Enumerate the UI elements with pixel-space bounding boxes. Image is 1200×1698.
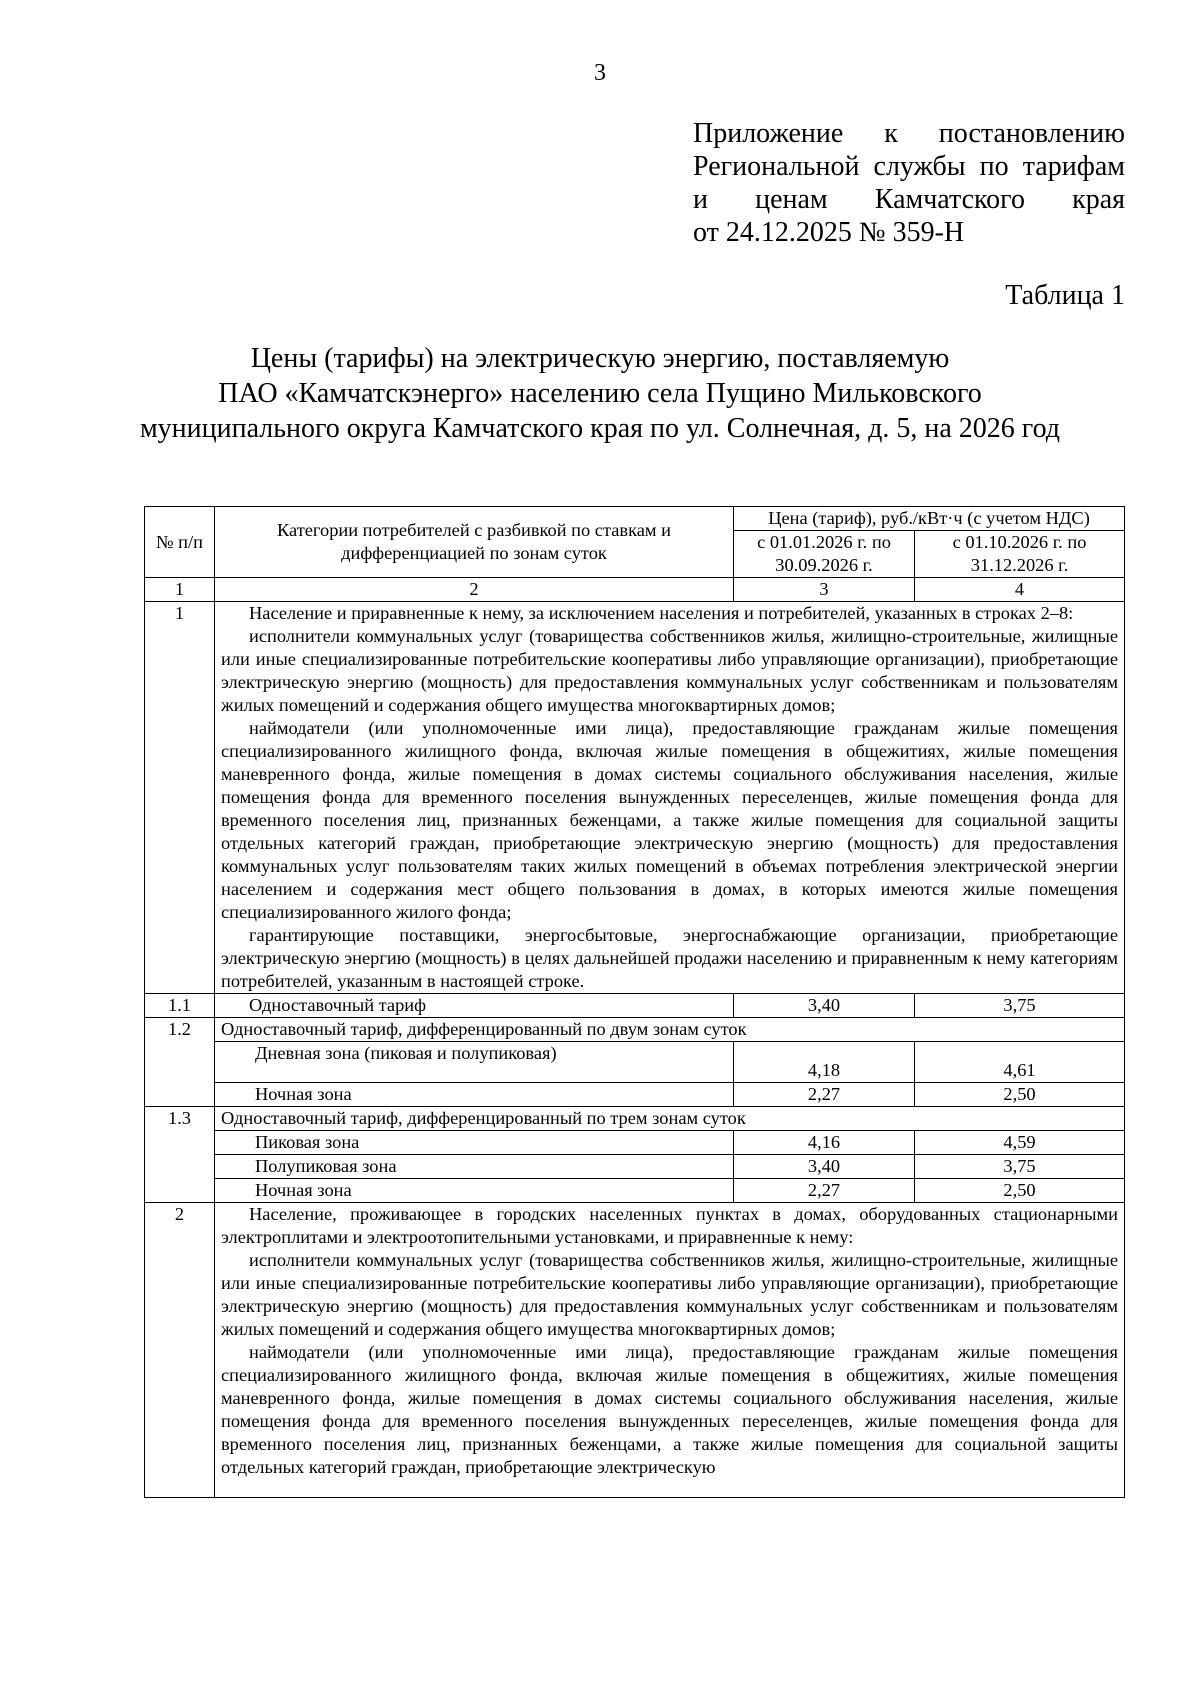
zone-label: Ночная зона <box>215 1179 734 1203</box>
tariff-value: 4,59 <box>915 1131 1125 1155</box>
tariff-value: 3,40 <box>734 1155 915 1179</box>
row-category-text <box>215 1203 1125 1498</box>
table-row <box>145 1155 1125 1179</box>
row-label: Одноставочный тариф, дифференцированный по двум зонам суток <box>215 1018 1125 1042</box>
col-number: 3 <box>734 578 915 602</box>
table-row <box>145 1131 1125 1155</box>
appendix-line: Приложение к постановлению <box>693 118 1125 149</box>
row-paragraph: гарантирующие поставщики, энергосбытовые, энергоснабжающие организации, приобретающие электрическую энергию (мощность) в целях дальнейшей продажи населению и приравненным к нему категориям потребителей, указанным в настоящей строке. <box>221 925 1119 991</box>
tariff-value: 2,50 <box>915 1179 1125 1203</box>
row-category-text <box>215 602 1125 994</box>
tariff-value: 4,18 <box>734 1042 915 1083</box>
table-row <box>145 1107 1125 1131</box>
header-price: Цена (тариф), руб./кВт·ч (с учетом НДС) <box>734 507 1125 531</box>
zone-label: Дневная зона (пиковая и полупиковая) <box>215 1042 734 1083</box>
title-line: Цены (тарифы) на электрическую энергию, поставляемую <box>250 343 950 374</box>
row-paragraph: исполнители коммунальных услуг (товарищества собственников жилья, жилищно-строительные, жилищные или иные специализированные потребительские кооперативы либо управляющие организации), приобретающие электрическую энергию (мощность) для предоставления коммунальных услуг собственникам и пользователям жилых помещений и содержания общего имущества многоквартирных домов; <box>221 626 1119 715</box>
row-paragraph: наймодатели (или уполномоченные ими лица), предоставляющие гражданам жилые помещения специализированного жилищного фонда, включая жилые помещения в общежитиях, жилые помещения маневренного фонда, жилые помещения в домах системы социального обслуживания населения, жилые помещения фонда для временного поселения вынужденных переселенцев, жилые помещения фонда для временного поселения лиц, признанных беженцами, а также жилые помещения для социальной защиты отдельных категорий граждан, приобретающие электрическую энергию (мощность) для предоставления коммунальных услуг пользователям таких жилых помещений в объемах потребления электрической энергии населением и содержания мест общего пользования в домах, в которых имеются жилые помещения специализированного жилого фонда; <box>221 718 1119 922</box>
row-text-clip <box>221 1203 1118 1497</box>
column-number-row <box>145 578 1125 602</box>
appendix-line: Региональной службы по тарифам <box>693 151 1125 182</box>
table-header-row <box>145 507 1125 531</box>
tariff-value: 3,40 <box>734 994 915 1018</box>
table-row <box>145 1042 1125 1083</box>
table-row <box>145 994 1125 1018</box>
table-row <box>145 1203 1125 1498</box>
row-label: Одноставочный тариф, дифференцированный по трем зонам суток <box>215 1107 1125 1131</box>
row-num: 1.3 <box>145 1107 215 1203</box>
zone-label: Полупиковая зона <box>215 1155 734 1179</box>
tariff-value: 2,27 <box>734 1179 915 1203</box>
zone-label: Пиковая зона <box>215 1131 734 1155</box>
appendix-block <box>693 117 1125 249</box>
title-line: ПАО «Камчатскэнерго» населению села Пущино Мильковского <box>218 378 982 409</box>
zone-label: Ночная зона <box>215 1083 734 1107</box>
page-number: 3 <box>594 60 606 86</box>
col-number: 1 <box>145 578 215 602</box>
row-num: 1.2 <box>145 1018 215 1107</box>
row-num: 1.1 <box>145 994 215 1018</box>
col-number: 4 <box>915 578 1125 602</box>
row-paragraph: наймодатели (или уполномоченные ими лица), предоставляющие гражданам жилые помещения специализированного жилищного фонда, включая жилые помещения в общежитиях, жилые помещения маневренного фонда, жилые помещения в домах системы социального обслуживания населения, жилые помещения фонда для временного поселения вынужденных переселенцев, жилые помещения фонда для временного поселения лиц, признанных беженцами, а также жилые помещения для социальной защиты отдельных категорий граждан, приобретающие электрическую <box>221 1342 1119 1477</box>
row-num: 1 <box>145 602 215 994</box>
tariff-value: 2,27 <box>734 1083 915 1107</box>
row-paragraph: Население, проживающее в городских населенных пунктах в домах, оборудованных стационарными электроплитами и электроотопительными установками, и приравненные к нему: <box>221 1204 1119 1247</box>
row-num: 2 <box>145 1203 215 1498</box>
appendix-line: от 24.12.2025 № 359-Н <box>693 217 965 248</box>
tariff-value: 3,75 <box>915 994 1125 1018</box>
table-row <box>145 602 1125 994</box>
table-row <box>145 1018 1125 1042</box>
header-category: Категории потребителей с разбивкой по ставкам и дифференциацией по зонам суток <box>215 507 734 578</box>
header-period-2: с 01.10.2026 г. по 31.12.2026 г. <box>915 531 1125 578</box>
tariff-value: 2,50 <box>915 1083 1125 1107</box>
title-line: муниципального округа Камчатского края по ул. Солнечная, д. 5, на 2026 год <box>139 413 1061 444</box>
tariff-value: 3,75 <box>915 1155 1125 1179</box>
tariff-value: 4,61 <box>915 1042 1125 1083</box>
header-period-1: с 01.01.2026 г. по 30.09.2026 г. <box>734 531 915 578</box>
table-row <box>145 1083 1125 1107</box>
header-num: № п/п <box>145 507 215 578</box>
document-title <box>100 341 1100 446</box>
tariff-table <box>144 506 1125 1498</box>
appendix-line: и ценам Камчатского края <box>693 184 1125 215</box>
row-label: Одноставочный тариф <box>215 994 734 1018</box>
table-label: Таблица 1 <box>1005 280 1125 311</box>
row-paragraph: исполнители коммунальных услуг (товарищества собственников жилья, жилищно-строительные, жилищные или иные специализированные потребительские кооперативы либо управляющие организации), приобретающие электрическую энергию (мощность) для предоставления коммунальных услуг собственникам и пользователям жилых помещений и содержания общего имущества многоквартирных домов; <box>221 1250 1119 1339</box>
table-row <box>145 1179 1125 1203</box>
tariff-value: 4,16 <box>734 1131 915 1155</box>
col-number: 2 <box>215 578 734 602</box>
row-paragraph: Население и приравненные к нему, за исключением населения и потребителей, указанных в строках 2–8: <box>249 603 1074 623</box>
